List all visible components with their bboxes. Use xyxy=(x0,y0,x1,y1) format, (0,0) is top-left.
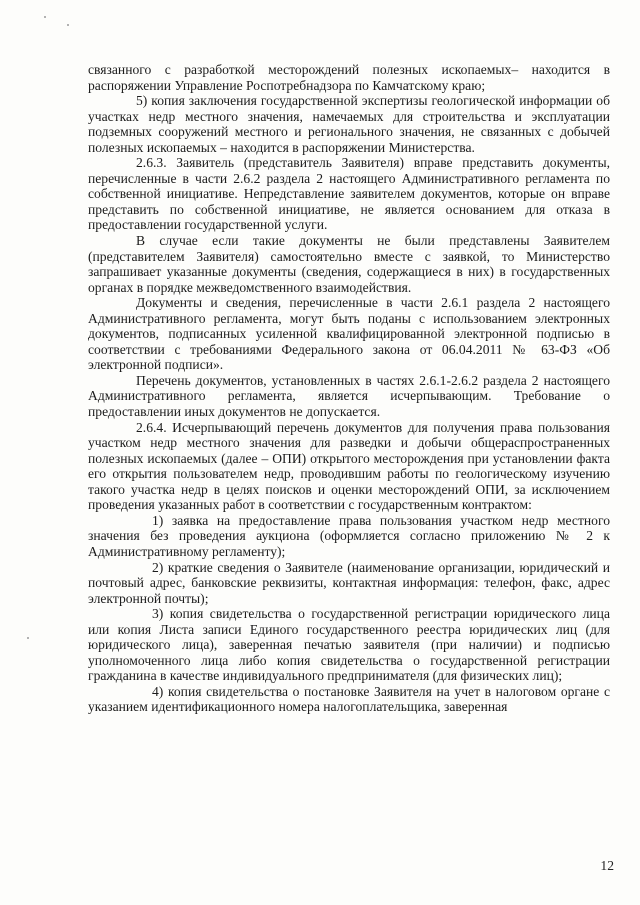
list-item-2-applicant-info: 2) краткие сведения о Заявителе (наименование организации, юридический и почтовый адрес, банковские реквизиты, контактная информация: телефон, факс, адрес электронной почты); xyxy=(88,559,610,606)
clause-2-6-3: 2.6.3. Заявитель (представитель Заявителя) вправе представить документы, перечисленные в части 2.6.2 раздела 2 настоящего Административного регламента по собственной инициативе. Непредставление заявителем документов, которые он вправе представить по собственной инициативе, не является основанием для отказа в предоставлении государственной услуги. xyxy=(88,155,610,233)
page-number: 12 xyxy=(600,858,614,873)
scan-speck xyxy=(67,24,69,26)
list-item-1-application: 1) заявка на предоставление права пользования участком недр местного значения без проведения аукциона (оформляется согласно приложению № 2 к Административному регламенту); xyxy=(88,512,610,559)
paragraph-electronic-documents: Документы и сведения, перечисленные в части 2.6.1 раздела 2 настоящего Административного регламента, могут быть поданы с использованием электронных документов, подписанных усиленной квалифицированной электронной подписью в соответствии с требованиями Федерального закона от 06.04.2011 № 63-ФЗ «Об электронной подписи». xyxy=(88,295,610,373)
scan-speck xyxy=(44,16,46,18)
clause-2-6-4: 2.6.4. Исчерпывающий перечень документов для получения права пользования участком недр местного значения для разведки и добычи общераспространенных полезных ископаемых (далее – ОПИ) открытого месторождения при установлении факта его открытия пользователем недр, проводившим работы по геологическому изучению такого участка недр в целях поисков и оценки месторождений ОПИ, за исключением проведения указанных работ в соответствии с государственным контрактом: xyxy=(88,419,610,513)
list-item-5-expert-conclusion: 5) копия заключения государственной экспертизы геологической информации об участках недр местного значения, намечаемых для строительства и эксплуатации подземных сооружений местного и регионального значения, не связанных с добычей полезных ископаемых – находится в распоряжении Министерства. xyxy=(88,93,610,155)
paragraph-interagency-request: В случае если такие документы не были представлены Заявителем (представителем Заявителя) самостоятельно вместе с заявкой, то Министерство запрашивает указанные документы (сведения, содержащиеся в них) в государственных органах в порядке межведомственного взаимодействия. xyxy=(88,233,610,295)
list-item-4-tax-certificate: 4) копия свидетельства о постановке Заявителя на учет в налоговом органе с указанием идентификационного номера налогоплательщика, заверенная xyxy=(88,683,610,715)
scan-speck xyxy=(27,637,29,639)
paragraph-exhaustive-list: Перечень документов, установленных в частях 2.6.1-2.6.2 раздела 2 настоящего Административного регламента, является исчерпывающим. Требование о предоставлении иных документов не допускается. xyxy=(88,372,610,420)
paragraph-continuation: связанного с разработкой месторождений полезных ископаемых– находится в распоряжении Управление Роспотребнадзора по Камчатскому краю; xyxy=(88,62,610,93)
list-item-3-registration-copy: 3) копия свидетельства о государственной регистрации юридического лица или копия Листа записи Единого государственного реестра юридических лиц (для юридического лица), заверенная печатью заявителя (при наличии) и подписью уполномоченного лица либо копия свидетельства о государственной регистрации гражданина в качестве индивидуального предпринимателя (для физических лиц); xyxy=(88,606,610,684)
document-body xyxy=(88,62,610,715)
